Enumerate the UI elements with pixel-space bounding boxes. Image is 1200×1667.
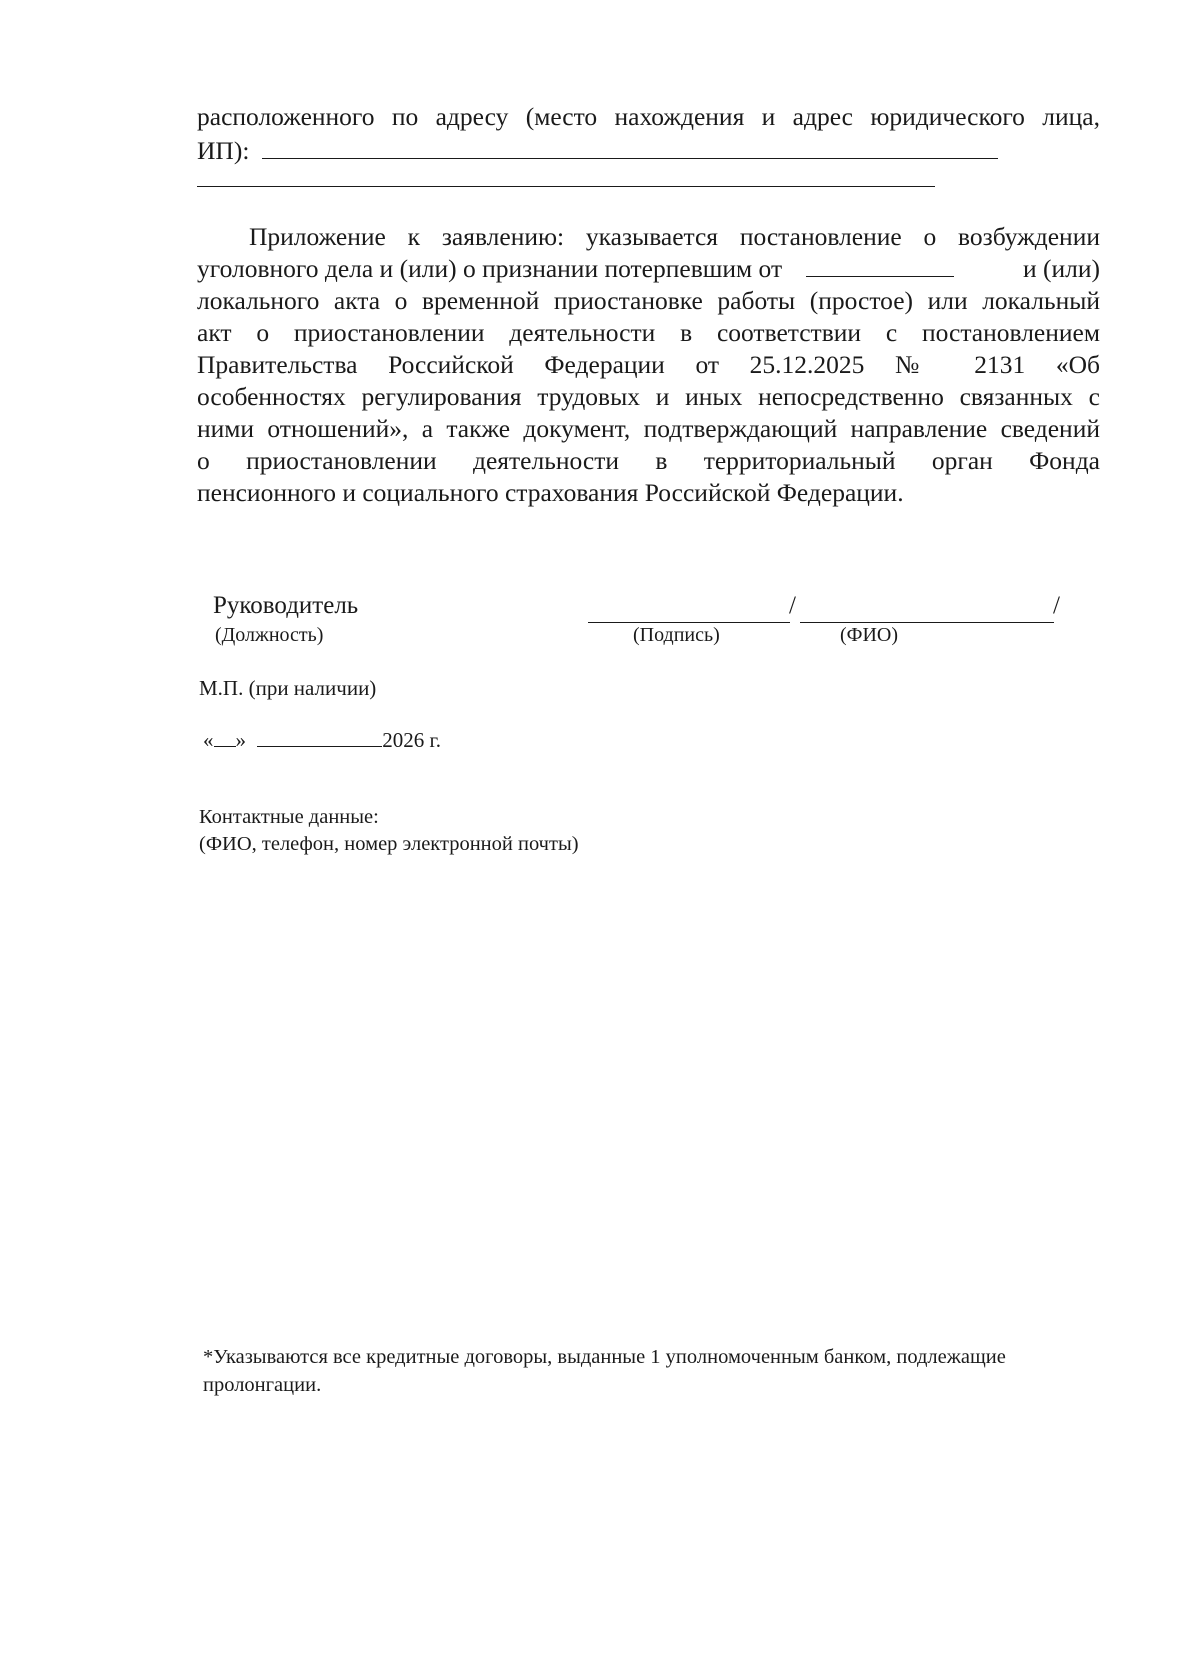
attachment-line-7: ними отношений», а также документ, подтверждающий направление сведений [197,414,1100,443]
address-blank-field[interactable] [262,158,998,159]
attachment-line-5: Правительства Российской Федерации от 25.12.2025 № 2131 «Об [197,350,1100,379]
position-caption: (Должность) [215,624,324,646]
date-year: 2026 г. [382,728,441,752]
date-close-quote: » [235,728,246,752]
attachment-line-4: акт о приостановлении деятельности в соответствии с постановлением [197,318,1100,347]
signature-slash-left: / [789,592,796,619]
address-line-1: расположенного по адресу (место нахождения и адрес юридического лица, [197,102,1100,131]
attachment-line-9: пенсионного и социального страхования Российской Федерации. [197,478,904,507]
footnote-line-1: *Указываются все кредитные договоры, выданные 1 уполномоченным банком, подлежащие [203,1346,1006,1368]
stamp-label: М.П. (при наличии) [199,676,377,700]
contacts-hint: (ФИО, телефон, номер электронной почты) [199,833,579,855]
signature-line[interactable] [588,622,790,623]
attachment-line-1: Приложение к заявлению: указывается постановление о возбуждении [249,222,1100,251]
attachment-line-2-suffix: и (или) [1022,254,1100,283]
signature-slash-right: / [1053,592,1060,619]
name-line[interactable] [800,622,1054,623]
attachment-line-6: особенностях регулирования трудовых и иных непосредственно связанных с [197,382,1100,411]
signature-caption: (Подпись) [633,624,720,646]
position-value: Руководитель [213,592,359,619]
date-row [203,728,441,753]
address-line-2 [197,136,998,166]
date-month-blank[interactable] [257,746,382,747]
footnote-line-2: пролонгации. [203,1374,322,1396]
address-prefix: ИП): [197,136,250,165]
attachment-line-8: о приостановлении деятельности в территориальный орган Фонда [197,446,1100,475]
attachment-line-2-text: уголовного дела и (или) о признании потерпевшим от [197,254,783,283]
date-day-blank[interactable] [214,746,236,747]
attachment-line-3: локального акта о временной приостановке работы (простое) или локальный [197,286,1100,315]
address-blank-line-2[interactable] [197,186,935,187]
attachment-line-2 [197,254,1100,284]
date-open-quote: « [203,728,214,752]
contacts-title: Контактные данные: [199,806,379,828]
victim-date-blank[interactable] [806,276,954,277]
name-caption: (ФИО) [840,624,899,646]
